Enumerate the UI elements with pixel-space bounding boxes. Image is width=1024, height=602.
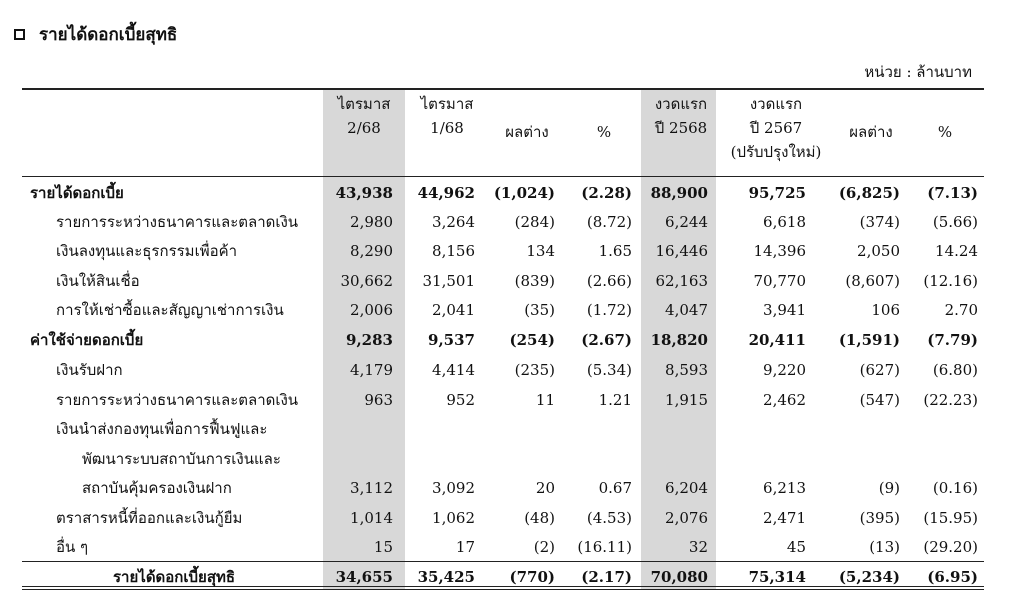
table-cell: (8.72) <box>586 212 632 231</box>
row-label: เงินให้สินเชื่อ <box>56 271 140 290</box>
column-header-line: 2/68 <box>347 119 381 137</box>
table-cell: 4,179 <box>350 360 393 379</box>
table-cell: 18,820 <box>650 330 708 349</box>
table-cell: (2.17) <box>581 567 632 586</box>
total-bottom-rule-2 <box>22 589 984 590</box>
table-cell: (5.34) <box>586 360 632 379</box>
table-cell: 2,041 <box>432 300 475 319</box>
table-cell: 2,050 <box>857 241 900 260</box>
table-cell: 4,047 <box>665 300 708 319</box>
table-cell: (284) <box>514 212 555 231</box>
table-cell: (1.72) <box>586 300 632 319</box>
table-cell: 3,112 <box>350 478 393 497</box>
table-cell: (7.13) <box>927 183 978 202</box>
row-label: รายได้ดอกเบี้ย <box>30 183 124 202</box>
section-heading <box>14 20 177 48</box>
table-cell: 1,014 <box>350 508 393 527</box>
table-cell: 1,915 <box>665 390 708 409</box>
table-cell: (235) <box>514 360 555 379</box>
table-cell: (48) <box>524 508 555 527</box>
table-cell: 3,941 <box>763 300 806 319</box>
row-label: รายการระหว่างธนาคารและตลาดเงิน <box>56 212 299 231</box>
unit-label: หน่วย : ล้านบาท <box>864 63 972 81</box>
table-cell: 14,396 <box>753 241 806 260</box>
column-header-line: ปี 2567 <box>749 119 803 137</box>
table-cell: 3,092 <box>432 478 475 497</box>
column-header-line: ผลต่าง <box>505 123 549 141</box>
table-cell: (395) <box>859 508 900 527</box>
table-cell: (839) <box>514 271 555 290</box>
column-header-line: 1/68 <box>430 119 464 137</box>
table-cell: 62,163 <box>655 271 708 290</box>
table-cell: 20 <box>535 478 555 497</box>
table-cell: 9,537 <box>428 330 475 349</box>
table-cell: 6,244 <box>665 212 708 231</box>
table-cell: 34,655 <box>335 567 393 586</box>
table-cell: (5,234) <box>838 567 900 586</box>
column-header-line: % <box>596 123 612 141</box>
table-cell: (7.79) <box>927 330 978 349</box>
table-cell: 1.21 <box>598 390 632 409</box>
table-cell: (29.20) <box>923 537 978 556</box>
table-cell: 70,080 <box>650 567 708 586</box>
table-cell: 31,501 <box>422 271 475 290</box>
table-cell: 2,471 <box>763 508 806 527</box>
table-cell: 43,938 <box>335 183 393 202</box>
table-cell: 9,220 <box>763 360 806 379</box>
column-header <box>885 120 1005 144</box>
column-header-line: ไตรมาส <box>420 95 474 113</box>
table-cell: 8,593 <box>665 360 708 379</box>
table-cell: (6.80) <box>932 360 978 379</box>
table-cell: (2) <box>533 537 555 556</box>
total-top-rule <box>22 561 984 562</box>
table-cell: 35,425 <box>417 567 475 586</box>
table-cell: 70,770 <box>753 271 806 290</box>
table-cell: 30,662 <box>340 271 393 290</box>
heading-text: รายได้ดอกเบี้ยสุทธิ <box>39 24 178 45</box>
table-cell: (6,825) <box>838 183 900 202</box>
table-cell: (6.95) <box>927 567 978 586</box>
table-cell: 106 <box>871 300 900 319</box>
row-label: อื่น ๆ <box>56 537 89 556</box>
table-cell: (12.16) <box>923 271 978 290</box>
row-label: รายการระหว่างธนาคารและตลาดเงิน <box>56 390 299 409</box>
row-label: เงินรับฝาก <box>56 360 123 379</box>
table-cell: 134 <box>526 241 555 260</box>
row-label: พัฒนาระบบสถาบันการเงินและ <box>82 449 281 468</box>
table-cell: (547) <box>859 390 900 409</box>
table-cell: (5.66) <box>932 212 978 231</box>
table-cell: (2.66) <box>586 271 632 290</box>
table-cell: 6,618 <box>763 212 806 231</box>
table-cell: 15 <box>373 537 393 556</box>
row-label: ตราสารหนี้ที่ออกและเงินกู้ยืม <box>56 508 243 527</box>
table-cell: (1,024) <box>493 183 555 202</box>
table-cell: 3,264 <box>432 212 475 231</box>
table-cell: 2,462 <box>763 390 806 409</box>
column-header-line: ปี 2568 <box>654 119 708 137</box>
table-cell: 4,414 <box>432 360 475 379</box>
table-cell: 2,980 <box>350 212 393 231</box>
column-header-line: งวดแรก <box>749 95 803 113</box>
table-cell: (0.16) <box>932 478 978 497</box>
table-cell: 8,290 <box>350 241 393 260</box>
column-header-line: ผลต่าง <box>849 123 893 141</box>
table-cell: (770) <box>509 567 555 586</box>
table-cell: 14.24 <box>935 241 978 260</box>
table-cell: (22.23) <box>923 390 978 409</box>
column-header-line: ไตรมาส <box>337 95 391 113</box>
header-rule <box>22 176 984 177</box>
table-cell: 0.67 <box>598 478 632 497</box>
table-cell: 16,446 <box>655 241 708 260</box>
checkbox-icon <box>14 29 25 40</box>
table-cell: (13) <box>869 537 900 556</box>
table-cell: (254) <box>509 330 555 349</box>
table-cell: 45 <box>786 537 806 556</box>
table-cell: (4.53) <box>586 508 632 527</box>
table-cell: 32 <box>688 537 708 556</box>
table-cell: (2.67) <box>581 330 632 349</box>
column-header-line: งวดแรก <box>654 95 708 113</box>
table-cell: (16.11) <box>577 537 632 556</box>
table-cell: (627) <box>859 360 900 379</box>
table-cell: 17 <box>455 537 475 556</box>
table-cell: 963 <box>364 390 393 409</box>
row-label: สถาบันคุ้มครองเงินฝาก <box>82 478 232 497</box>
row-label: ค่าใช้จ่ายดอกเบี้ย <box>30 330 144 349</box>
row-label: เงินนำส่งกองทุนเพื่อการฟื้นฟูและ <box>56 419 268 438</box>
table-cell: (15.95) <box>923 508 978 527</box>
table-cell: (1,591) <box>838 330 900 349</box>
table-cell: 11 <box>535 390 555 409</box>
table-cell: 9,283 <box>346 330 393 349</box>
table-cell: (2.28) <box>581 183 632 202</box>
table-cell: 952 <box>446 390 475 409</box>
table-cell: (9) <box>878 478 900 497</box>
table-cell: 2.70 <box>944 300 978 319</box>
table-cell: 6,204 <box>665 478 708 497</box>
table-cell: 2,006 <box>350 300 393 319</box>
table-cell: 20,411 <box>748 330 806 349</box>
table-cell: 88,900 <box>650 183 708 202</box>
table-cell: 1,062 <box>432 508 475 527</box>
table-cell: 44,962 <box>417 183 475 202</box>
table-cell: 95,725 <box>748 183 806 202</box>
table-cell: 2,076 <box>665 508 708 527</box>
table-cell: 1.65 <box>598 241 632 260</box>
table-cell: (374) <box>859 212 900 231</box>
row-label: รายได้ดอกเบี้ยสุทธิ <box>113 567 236 586</box>
row-label: การให้เช่าซื้อและสัญญาเช่าการเงิน <box>56 300 284 319</box>
table-top-rule <box>22 88 984 90</box>
table-cell: 6,213 <box>763 478 806 497</box>
table-cell: (35) <box>524 300 555 319</box>
row-label: เงินลงทุนและธุรกรรมเพื่อค้า <box>56 241 238 260</box>
table-cell: 8,156 <box>432 241 475 260</box>
table-cell: (8,607) <box>845 271 900 290</box>
column-header-line: % <box>937 123 953 141</box>
column-header-line: (ปรับปรุงใหม่) <box>730 143 822 161</box>
table-cell: 75,314 <box>748 567 806 586</box>
